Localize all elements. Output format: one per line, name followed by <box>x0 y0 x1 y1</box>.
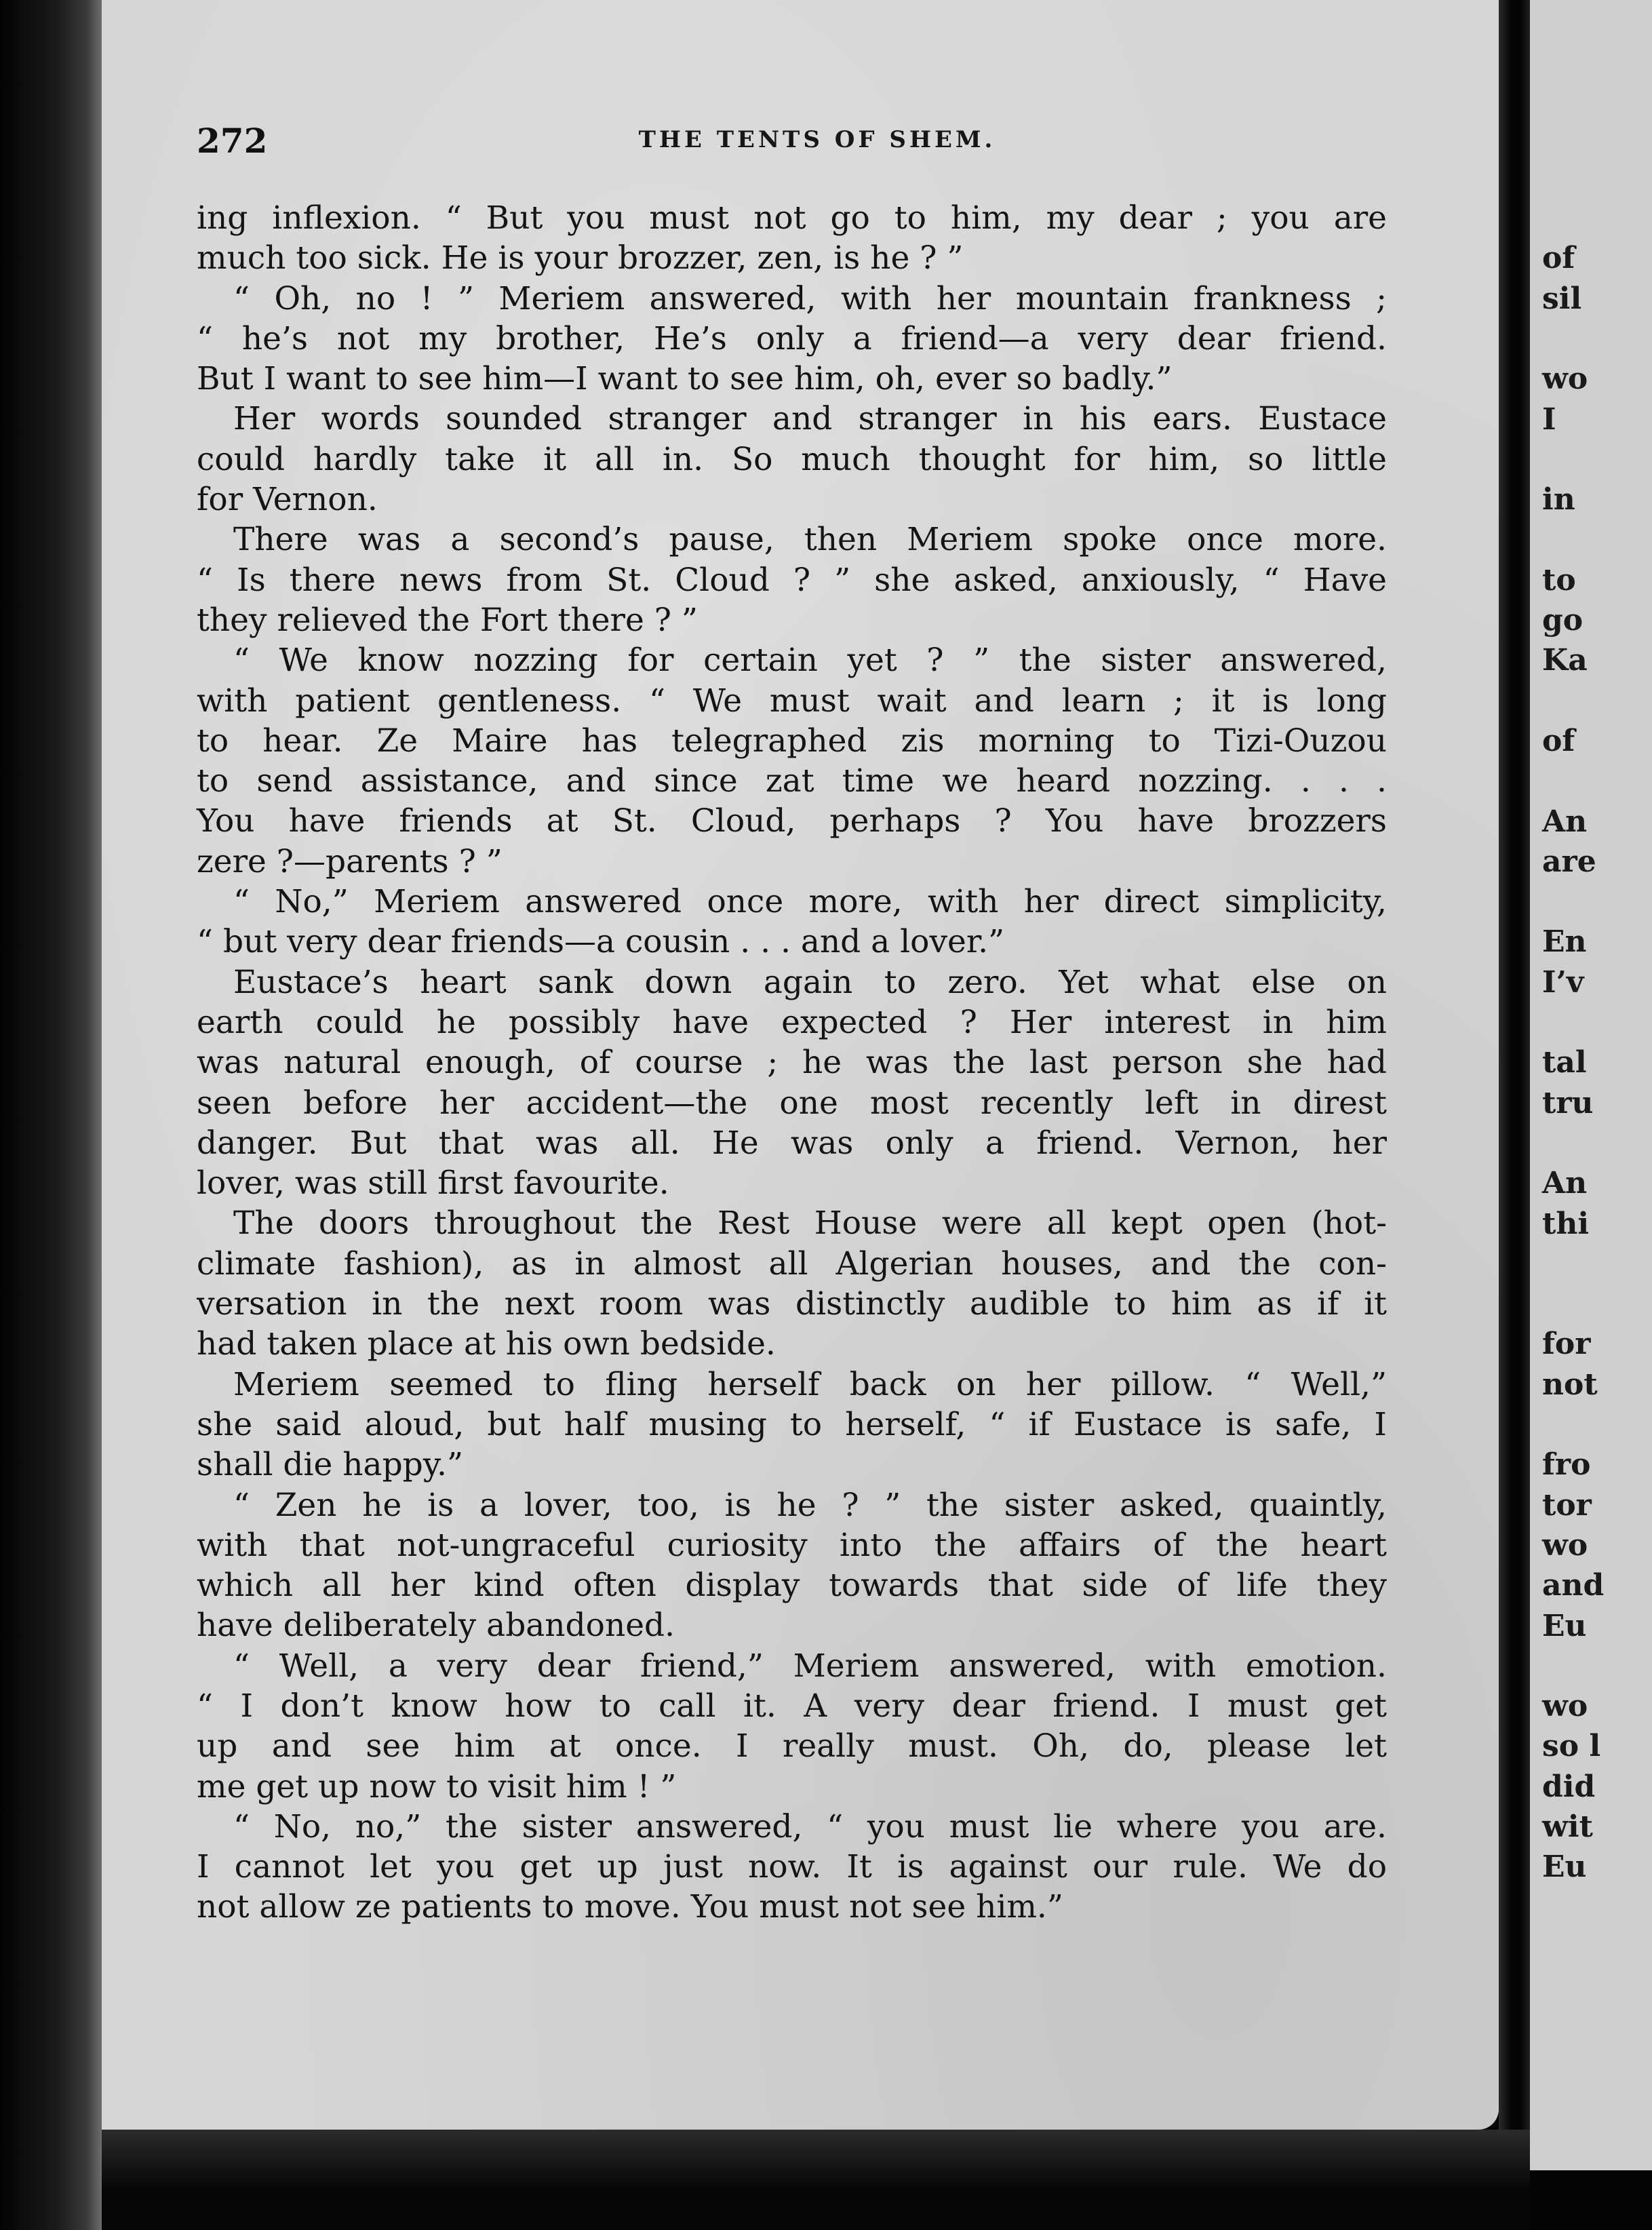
facing-page-fragment: in <box>1542 482 1575 517</box>
book-gutter <box>1499 0 1530 2230</box>
facing-page-fragment: En <box>1542 924 1587 960</box>
text-line: to hear. Ze Maire has telegraphed zis morning to Tizi-Ouzou <box>197 722 1387 760</box>
text-line: up and see him at once. I really must. Oh, do, please let <box>197 1727 1387 1765</box>
facing-page <box>1530 0 1652 2170</box>
text-line: had taken place at his own bedside. <box>197 1325 776 1363</box>
facing-page-fragment: Ka <box>1542 643 1588 678</box>
text-line: much too sick. He is your brozzer, zen, is he ? ” <box>197 239 964 277</box>
text-line: “ No,” Meriem answered once more, with her direct simplicity, <box>233 883 1387 921</box>
facing-page-fragment: thi <box>1542 1206 1590 1241</box>
facing-page-fragment: An <box>1542 804 1588 839</box>
text-line: danger. But that was all. He was only a friend. Vernon, her <box>197 1124 1387 1162</box>
text-line: climate fashion), as in almost all Algerian houses, and the con- <box>197 1245 1387 1283</box>
facing-page-fragment: An <box>1542 1166 1588 1201</box>
text-line: for Vernon. <box>197 481 378 519</box>
text-line: to send assistance, and since zat time we heard nozzing. . . . <box>197 762 1387 800</box>
facing-page-fragment: go <box>1542 603 1584 638</box>
running-head: THE TENTS OF SHEM. <box>638 126 996 153</box>
text-line: Eustace’s heart sank down again to zero. Yet what else on <box>233 963 1387 1001</box>
text-line: they relieved the Fort there ? ” <box>197 601 698 639</box>
scan-border-left <box>0 0 102 2230</box>
facing-page-fragment: wo <box>1542 1689 1588 1724</box>
facing-page-fragment: of <box>1542 241 1575 276</box>
facing-page-fragment: wit <box>1542 1810 1593 1844</box>
text-line: me get up now to visit him ! ” <box>197 1767 677 1805</box>
facing-page-fragment: not <box>1542 1367 1598 1402</box>
facing-page-fragment: I’v <box>1542 964 1584 1000</box>
text-line: with that not-ungraceful curiosity into the affairs of the heart <box>197 1526 1387 1564</box>
text-line: seen before her accident—the one most recently left in direst <box>197 1084 1387 1122</box>
facing-page-fragment: wo <box>1542 361 1588 397</box>
facing-page-fragment: to <box>1542 562 1576 598</box>
facing-page-fragment: are <box>1542 844 1596 879</box>
text-line: zere ?—parents ? ” <box>197 842 503 880</box>
page-header <box>197 121 1383 168</box>
facing-page-fragment: I <box>1542 402 1556 437</box>
text-line: not allow ze patients to move. You must not see him.” <box>197 1888 1063 1926</box>
text-line: “ but very dear friends—a cousin . . . and a lover.” <box>197 923 1005 961</box>
text-line: “ Zen he is a lover, too, is he ? ” the sister asked, quaintly, <box>233 1486 1387 1524</box>
text-line: could hardly take it all in. So much thought for him, so little <box>197 440 1387 478</box>
facing-page-fragment: and <box>1542 1568 1605 1603</box>
facing-page-fragment: tal <box>1542 1045 1587 1080</box>
text-line: which all her kind often display towards that side of life they <box>197 1567 1387 1605</box>
text-line: But I want to see him—I want to see him, oh, ever so badly.” <box>197 360 1173 398</box>
text-line: “ I don’t know how to call it. A very dear friend. I must get <box>197 1687 1387 1725</box>
text-line: have deliberately abandoned. <box>197 1607 675 1645</box>
text-line: “ Oh, no ! ” Meriem answered, with her mountain frankness ; <box>233 279 1387 317</box>
text-line: “ No, no,” the sister answered, “ you must lie where you are. <box>233 1807 1387 1845</box>
text-line: “ he’s not my brother, He’s only a friend—a very dear friend. <box>197 319 1387 357</box>
text-line: ing inflexion. “ But you must not go to him, my dear ; you are <box>197 199 1387 237</box>
text-line: Meriem seemed to fling herself back on her pillow. “ Well,” <box>233 1365 1387 1403</box>
facing-page-fragment: Eu <box>1542 1608 1587 1643</box>
facing-page-fragment: of <box>1542 723 1575 758</box>
facing-page-fragment: tru <box>1542 1085 1594 1120</box>
text-line: shall die happy.” <box>197 1446 464 1484</box>
facing-page-fragment: Eu <box>1542 1850 1587 1885</box>
text-line: earth could he possibly have expected ? Her interest in him <box>197 1003 1387 1041</box>
text-line: versation in the next room was distinctly audible to him as if it <box>197 1285 1387 1323</box>
page-number: 272 <box>197 121 268 161</box>
text-line: she said aloud, but half musing to herself, “ if Eustace is safe, I <box>197 1405 1387 1443</box>
text-line: with patient gentleness. “ We must wait and learn ; it is long <box>197 682 1387 720</box>
scan-border-bottom <box>102 2130 1530 2230</box>
text-line: Her words sounded stranger and stranger in his ears. Eustace <box>233 400 1387 438</box>
text-line: I cannot let you get up just now. It is against our rule. We do <box>197 1848 1387 1886</box>
facing-page-fragment: tor <box>1542 1487 1592 1523</box>
text-line: lover, was still first favourite. <box>197 1165 669 1202</box>
text-line: was natural enough, of course ; he was the last person she had <box>197 1044 1387 1082</box>
facing-page-fragment: fro <box>1542 1447 1591 1483</box>
body-text <box>197 198 1387 1928</box>
facing-page-fragment: did <box>1542 1769 1596 1804</box>
text-line: “ We know nozzing for certain yet ? ” the sister answered, <box>233 642 1387 680</box>
text-line: The doors throughout the Rest House were all kept open (hot- <box>233 1205 1387 1243</box>
facing-page-fragment: for <box>1542 1327 1591 1362</box>
text-line: “ Well, a very dear friend,” Meriem answered, with emotion. <box>233 1647 1387 1685</box>
facing-page-fragment: sil <box>1542 281 1582 316</box>
text-line: “ Is there news from St. Cloud ? ” she asked, anxiously, “ Have <box>197 561 1387 599</box>
facing-page-fragment: wo <box>1542 1527 1588 1563</box>
text-line: You have friends at St. Cloud, perhaps ? You have brozzers <box>197 802 1387 840</box>
text-line: There was a second’s pause, then Meriem spoke once more. <box>233 521 1387 559</box>
facing-page-fragment: so l <box>1542 1729 1601 1764</box>
